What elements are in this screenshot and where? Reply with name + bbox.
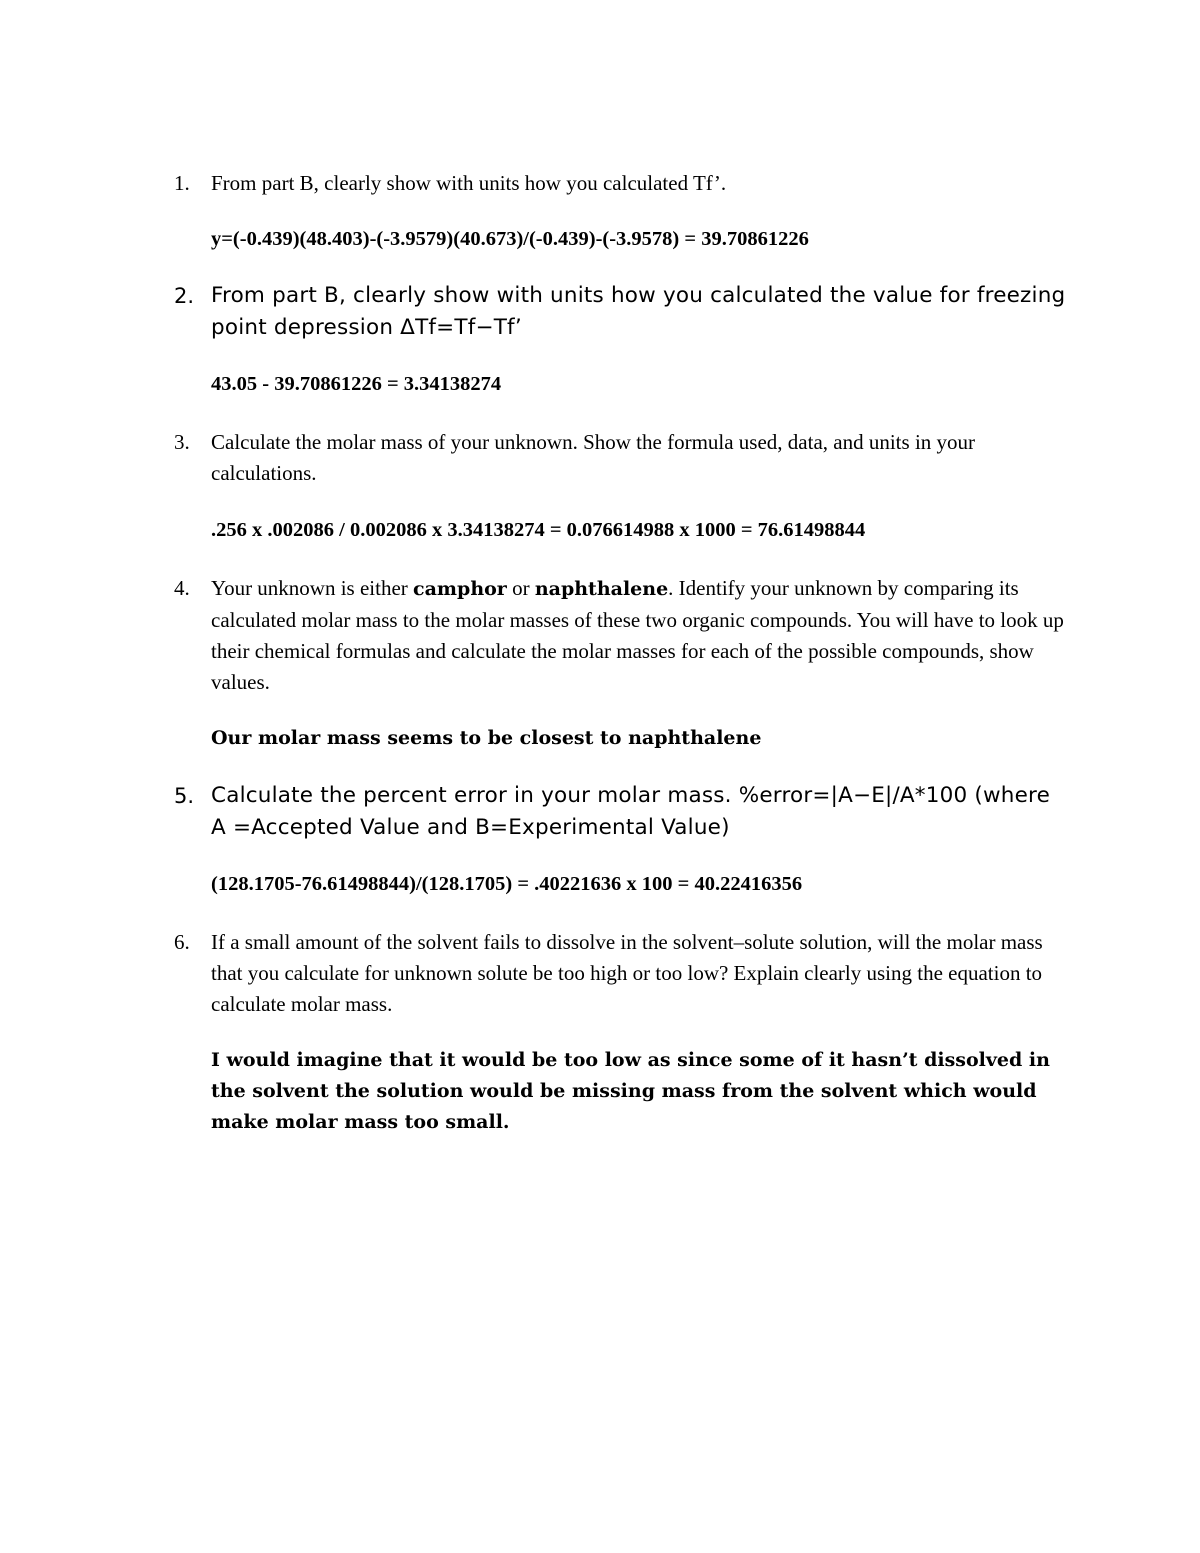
answer-2: 43.05 - 39.70861226 = 3.34138274 bbox=[211, 373, 502, 395]
answer-6: I would imagine that it would be too low as since some of it hasn’t dissolved in the solvent the solution would be missing mass from the solvent which would make molar mass too small. bbox=[211, 1049, 1050, 1133]
question-number: 4. bbox=[174, 576, 190, 600]
naphthalene-term: naphthalene bbox=[534, 578, 669, 600]
answer-5: (128.1705-76.61498844)/(128.1705) = .40221636 x 100 = 40.22416356 bbox=[211, 873, 803, 895]
question-number: 2. bbox=[174, 284, 195, 308]
camphor-term: camphor bbox=[413, 578, 507, 600]
question-text bbox=[211, 573, 1071, 698]
question-number: 3. bbox=[174, 430, 190, 454]
answer-4: Our molar mass seems to be closest to naphthalene bbox=[211, 727, 762, 749]
answer-3: .256 x .002086 / 0.002086 x 3.34138274 = 0.076614988 x 1000 = 76.61498844 bbox=[211, 519, 866, 541]
answer-1: y=(-0.439)(48.403)-(-3.9579)(40.673)/(-0.439)-(-3.9578) = 39.70861226 bbox=[211, 228, 809, 250]
question-number: 5. bbox=[174, 784, 195, 808]
question-text: From part B, clearly show with units how you calculated Tf’. bbox=[211, 171, 727, 195]
question-text-end: . Identify your unknown by comparing its calculated molar mass to the molar masses of these two organic compounds. You will have to look up their chemical formulas and calculate the molar masses for each of the possible compounds, show values. bbox=[211, 576, 1064, 694]
question-text-or: or bbox=[506, 576, 535, 600]
question-text: Calculate the percent error in your molar mass. %error=|A−E|/A*100 (where A =Accepted Value and B=Experimental Value) bbox=[211, 783, 1051, 840]
question-text: Calculate the molar mass of your unknown. Show the formula used, data, and units in your calculations. bbox=[211, 430, 976, 485]
question-number: 1. bbox=[174, 171, 190, 195]
question-text: From part B, clearly show with units how you calculated the value for freezing point depression ΔTf=Tf−Tf’ bbox=[211, 283, 1066, 340]
question-text: If a small amount of the solvent fails to dissolve in the solvent–solute solution, will the molar mass that you calculate for unknown solute be too high or too low? Explain clearly using the equation to calculate molar mass. bbox=[211, 930, 1043, 1016]
question-text-start: Your unknown is either bbox=[211, 576, 414, 600]
question-number: 6. bbox=[174, 930, 190, 954]
